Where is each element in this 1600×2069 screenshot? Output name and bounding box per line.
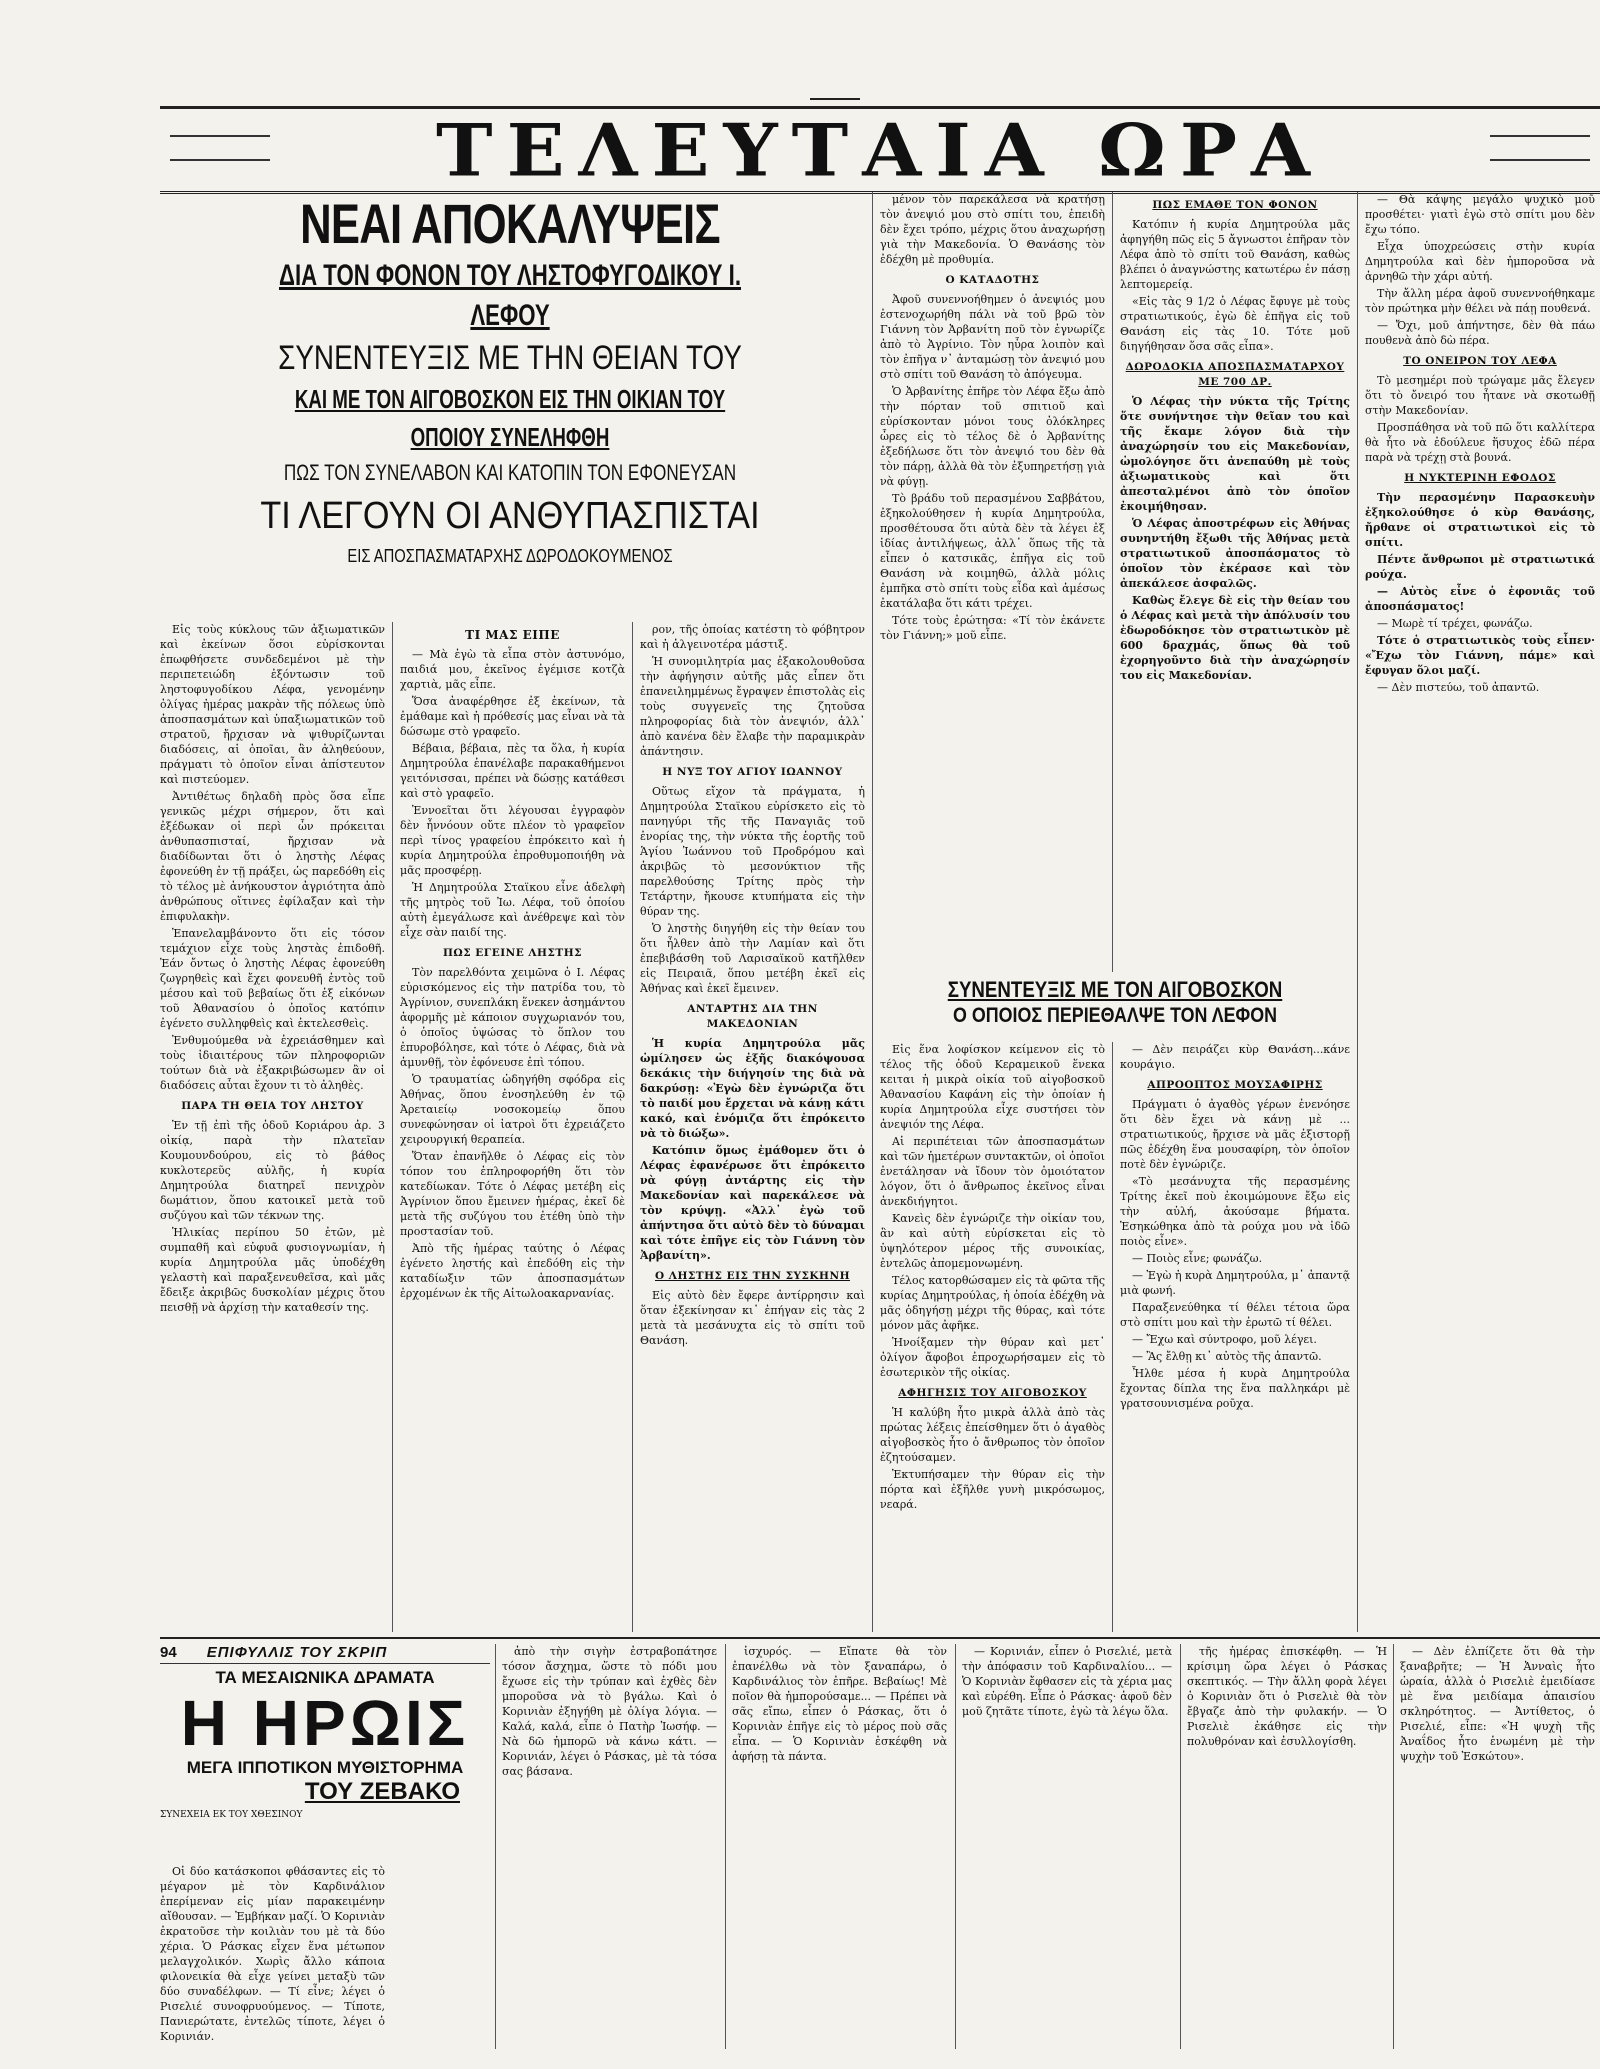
column-1 [160,622,385,1632]
col5b-paragraph: — Ἔχω καὶ σύντροφο, μοῦ λέγει. [1132,1333,1317,1346]
lead-deck-2: ΣΥΝΕΝΤΕΥΞΙΣ ΜΕ ΤΗΝ ΘΕΙΑΝ ΤΟΥ [278,339,742,377]
col3-paragraph: Κατόπιν ὅμως ἐμάθομεν ὅτι ὁ Λέφας ἐφανέρωσε ὅτι ἐπρόκειτο νὰ φύγῃ ἀντάρτης εἰς τὴν Μακεδονίαν καὶ παρεκάλεσε νὰ τὸν κρύψῃ. «Ἀλλ᾽ ἐγὼ τοῦ ἀπήντησα ὅτι αὐτὸ δὲν τὸ δύναμαι καὶ τότε ἐπῆγε εἰς τὸν Γιάννη τὸν Ἀρβανίτη». [640,1144,865,1262]
feuilleton-column-6 [1400,1644,1595,2049]
col4-section-title: Ο ΚΑΤΑΔΟΤΗΣ [945,274,1040,286]
col2-paragraph: Ὁ τραυματίας ὡδηγήθη σφόδρα εἰς Ἀθήνας, ὅπου ἐνοσηλεύθη ἐν τῷ Ἀρεταιείῳ νοσοκομείῳ ὅπου συνεφώνησαν οἱ ἰατροὶ ὅτι ἐχρειάζετο χειρουργική θεραπεία. [400,1073,625,1146]
column-rule [872,192,873,1632]
column-6 [1365,192,1595,1632]
interview-title-1: ΣΥΝΕΝΤΕΥΞΙΣ ΜΕ ΤΟΝ ΑΙΓΟΒΟΣΚΟΝ [947,977,1283,1002]
column-4-lower [880,1042,1105,1632]
col3-section-title-3: Ο ΛΗΣΤΗΣ ΕΙΣ ΤΗΝ ΣΥΣΚΗΝΗ [655,1270,850,1282]
interview-paragraph: Αἱ περιπέτειαι τῶν ἀποσπασμάτων καὶ τῶν ἡμετέρων συντακτῶν, οἱ ὁποῖοι ἐνετάλησαν νὰ ἴδουν τὸν ὁμοιότατον λόγον, ὅτι ὁ ἄνθρωπος ἐκεῖνος εἶναι ἀνεκδιήγητοι. [880,1135,1105,1208]
interview-paragraph: Ἐκτυπήσαμεν τὴν θύραν εἰς τὴν πόρτα καὶ ἐξῆλθε γυνὴ μικρόσωμος, νεαρά. [880,1468,1105,1511]
col2-paragraph: Τὸν παρελθόντα χειμῶνα ὁ Ι. Λέφας εὑρισκόμενος εἰς τὴν πατρίδα του, τὸ Ἀγρίνιον, συνεπλάκη ἕνεκεν ἀσημάντου ἀφορμῆς μὲ κάποιον συγχωριανόν του, ὁ ὁποῖος ὑψώσας τὸ ὅπλον του ἐπυροβόλησε, καὶ τότε ὁ Λέφας, διὰ νὰ ἀμυνθῇ, τὸν ἐφόνευσε ἐπὶ τόπου. [400,966,625,1069]
col2-paragraph: — Μὰ ἐγὼ τὰ εἶπα στὸν ἀστυνόμο, παιδιά μου, ἐκεῖνος ἐγέμισε κοτζὰ χαρτιὰ, μᾶς εἶπε. [400,648,625,691]
col4-paragraph: Τὸ βράδυ τοῦ περασμένου Σαββάτου, ἐξηκολούθησεν ἡ κυρία Δημητρούλα, προσθέτουσα ὅτι αὐτὰ δὲν τὰ λέγει ἐξ ἰδίας ἀντιλήψεως, ἀλλ᾽ ὅπως τῆς τὰ εἶπεν ὁ κατσικᾶς, ἐπῆγα εἰς τοῦ Θανάση νὰ κοιμηθῶ, ἀλλὰ μόλις ἐμπῆκα στὸ σπίτι τοὺς εἶδα καὶ ἀμέσως ἐκατάλαβα ὅτι κάτι τρέχει. [880,492,1105,610]
col5b-paragraph: — Ἐγὼ ἡ κυρὰ Δημητρούλα, μ᾽ ἀπαντᾷ μιὰ φωνή. [1120,1269,1350,1297]
lead-deck-4: ΠΩΣ ΤΟΝ ΣΥΝΕΛΑΒΟΝ ΚΑΙ ΚΑΤΟΠΙΝ ΤΟΝ ΕΦΟΝΕΥΣΑΝ [283,460,737,485]
col6-paragraph: Τὴν ἄλλη μέρα ἀφοῦ συνεννοήθηκαμε τὸν πρώτηκα μὴν θέλει νὰ πάῃ πουθενά. [1365,287,1595,315]
col5b-section-title: ΑΠΡΟΟΠΤΟΣ ΜΟΥΣΑΦΙΡΗΣ [1147,1079,1323,1091]
interview-paragraph: Εἰς ἕνα λοφίσκον κείμενον εἰς τὸ τέλος τῆς ὁδοῦ Κεραμεικοῦ ἕνεκα κειται ἡ μικρὰ οἰκία τοῦ αἰγοβοσκοῦ Ἀθανασίου Καφάνη εἰς τὴν ὁποίαν ἡ κυρία Δημητρούλα εἶχε συστήσει τὸν ἀνεψιόν της Λέφα. [880,1043,1105,1131]
feuilleton-title: Η ΗΡΩΙΣ [180,1687,470,1759]
masthead-ornament-right [1490,135,1590,161]
feuilleton-subtitle: ΜΕΓΑ ΙΠΠΟΤΙΚΟΝ ΜΥΘΙΣΤΟΡΗΜΑ [186,1758,464,1777]
column-5 [1120,192,1350,972]
feuilleton-rule [160,1637,1600,1639]
masthead-ornament-left [170,135,270,161]
feuilleton-column-3 [732,1644,947,2049]
col6-paragraph: — Ὄχι, μοῦ ἀπήντησε, δὲν θὰ πάω πουθενὰ ἀπὸ δὼ πέρα. [1365,319,1595,347]
feuilleton-paragraph: Οἱ δύο κατάσκοποι φθάσαντες εἰς τὸ μέγαρον μὲ τὸν Καρδινάλιον ἐπερίμεναν εἰς μίαν παρακειμένην αἴθουσαν. — Ἐμβήκαν μαζί. Ὁ Κορινιὰν ἐκρατοῦσε τὴν κοιλιὰν του μὲ τὰ δύο χέρια. Ὁ Ράσκας εἶχεν ἕνα μέτωπον μελαγχολικόν. Χωρὶς ἄλλο κάποια φιλονεικία θὰ εἶχε γείνει μεταξὺ τῶν δύο συναδέλφων. — Τί εἶνε; λέγει ὁ Ρισελιέ συνοφρυούμενος. — Τίποτε, Πανιερώτατε, ἐντελῶς τίποτε, λέγει ὁ Κορινιάν. [160,1865,385,2043]
col2-paragraph: Ἡ Δημητρούλα Σταϊκου εἶνε ἀδελφὴ τῆς μητρὸς τοῦ Ἰω. Λέφα, τοῦ ὁποίου αὐτὴ ἐμεγάλωσε καὶ ἀνέθρεψε καὶ τὸν εἶχε σὰν παιδί της. [400,881,625,939]
col6-paragraph: — Μωρὲ τί τρέχει, φωνάζω. [1377,617,1533,630]
col6-paragraph: Πέντε ἄνθρωποι μὲ στρατιωτικά ρούχα. [1365,553,1595,581]
interview-paragraph: Ἠνοίξαμεν τὴν θύραν καὶ μετ᾽ ὀλίγον ἄφοβοι ἐπροχωρήσαμεν εἰς τὸ ἐσωτερικὸν τῆς οἰκίας. [880,1336,1105,1379]
column-rule [1112,192,1113,972]
col2-paragraph: Ὅσα ἀναφέρθησε ἐξ ἐκείνων, τὰ ἐμάθαμε καὶ ἡ πρόθεσίς μας εἶναι νὰ τὰ δώσωμε στὸ γραφεῖο. [400,695,625,738]
column-5-lower [1120,1042,1350,1632]
col4-paragraph: Ἀφοῦ συνεννοήθημεν ὁ ἀνεψιός μου ἐστενοχωρήθη πάλι νὰ τοῦ βρῶ τὸν Γιάννη τὸν Ἀρβανίτη ποῦ τὸν ἐγνωρίζε ἀπὸ τὸ Ἀγρίνιο. Τὸν ηὗρα λοιπὸν καὶ τὸν ἐπῆγα ν᾽ ἀνταμώσῃ τὸν ἀνεψιό μου στὸ σπίτι τοῦ Θανάση τὸ ἀπόγευμα. [880,293,1105,381]
feuilleton-continued-note: ΣΥΝΕΧΕΙΑ ΕΚ ΤΟΥ ΧΘΕΣΙΝΟΥ [160,1810,303,1820]
col5b-paragraph: — Δὲν πειράζει κὺρ Θανάση...κάνε κουράγιο. [1120,1043,1350,1071]
col5b-paragraph: — Ἂς ἔλθῃ κι᾽ αὐτὸς τῆς ἀπαντῶ. [1132,1350,1322,1363]
col5b-paragraph: Πράγματι ὁ ἀγαθὸς γέρων ἐνενόησε ὅτι δὲν ἔχει νὰ κάνῃ μὲ ... στρατιωτικούς, ἤρχισε νὰ μᾶς ἐξιστορῇ πῶς ἐδέχθη ἕνα μουσαφίρη, τὸν ὁποῖον ποτὲ δὲν ἐγνώριζε. [1120,1098,1350,1171]
feuilleton-supertitle: ΤΑ ΜΕΣΑΙΩΝΙΚΑ ΔΡΑΜΑΤΑ [215,1668,435,1687]
col1-paragraph: Ἀντιθέτως δηλαδὴ πρὸς ὅσα εἶπε γενικῶς μέχρι σήμερον, ὅτι καὶ ἐξέδωκαν οἱ περὶ ὧν πρόκειται ἀνθυπασπισταί, ἤρχισαν νὰ διαδίδωνται ὅτι ὁ ληστὴς Λέφας ἐφονεύθη ἐν τῇ πράξει, ὡς παρεδόθη εἰς τὸ τέλος μὲ ἀνήκουστον ἀγριότητα ἀπὸ ἀνθρώπους οἵτινες ἐφίλαξαν καὶ τὴν ἐπιφυλακὴν. [160,790,385,923]
col1-paragraph: Ἐν τῇ ἐπὶ τῆς ὁδοῦ Κοριάρου ἀρ. 3 οἰκίᾳ, παρὰ τὴν πλατεῖαν Κουμουνδούρου, εἰς τὸ βάθος κυκλοτερεῦς αὐλῆς, ἡ κυρία Δημητρούλα διατηρεῖ πενιχρὸν δωμάτιον, ὅπου κατοικεῖ μετὰ τοῦ συζύγου καὶ τῶν τέκνων της. [160,1119,385,1222]
newspaper-page [160,92,1600,2052]
lead-deck-6: ΕΙΣ ΑΠΟΣΠΑΣΜΑΤΑΡΧΗΣ ΔΩΡΟΔΟΚΟΥΜΕΝΟΣ [347,546,673,566]
feuilleton-column-5 [1187,1644,1387,2049]
feuilleton-column-1 [160,1864,385,2049]
interview-section-title: ΑΦΗΓΗΣΙΣ ΤΟΥ ΑΙΓΟΒΟΣΚΟΥ [898,1387,1087,1399]
column-rule [1357,192,1358,1632]
col4-paragraph: Ὁ Ἀρβανίτης ἐπῆρε τὸν Λέφα ἔξω ἀπὸ τὴν πόρταν τοῦ σπιτιοῦ καὶ εὑρίσκονταν μόνοι τους ὀλόκληρες ὧρες εἰς τὸ τέλος δὲ ὁ Ἀρβανίτης ἐξεδήλωσε ὅτι τὸν ἀνεψιό του δὲν θὰ τὸν πάρῃ, ἀλλὰ θὰ τὸν ἐξυπηρετήσῃ γιὰ νὰ φύγῃ. [880,385,1105,488]
feuilleton-paragraph: — Κορινιάν, εἶπεν ὁ Ρισελιέ, μετὰ τὴν ἀπόφασιν τοῦ Καρδιναλίου... — Ὁ Κορινιὰν ἔφθασεν εἰς τὰ χέρια μας καὶ εὑρέθη. Εἶπε ὁ Ράσκας· ἀφοῦ δὲν μοῦ ζητᾶτε τίποτε, ἐγὼ τὰ λέγω ὅλα. [962,1645,1172,1718]
col5-paragraph: Κατόπιν ἡ κυρία Δημητρούλα μᾶς ἀφηγήθη πῶς εἰς 5 ἄγνωστοι ἐπῆραν τὸν Λέφα ἀπὸ τὸ σπίτι τοῦ Θανάση, καθὼς βλέπει ὁ ἀναγνώστης κατωτέρω ἐν πάσῃ λεπτομερείᾳ. [1120,218,1350,291]
col2-section-title-2: ΠΩΣ ΕΓΕΙΝΕ ΛΗΣΤΗΣ [442,947,583,959]
lead-deck-1: ΔΙΑ ΤΟΝ ΦΟΝΟΝ ΤΟΥ ΛΗΣΤΟΦΥΓΟΔΙΚΟΥ Ι. ΛΕΦΟΥ [278,259,742,332]
col5b-paragraph: Παραξενεύθηκα τί θέλει τέτοια ὥρα στὸ σπίτι μου καὶ τὴν ἐρωτῶ τί θέλει. [1120,1301,1350,1329]
feuilleton-number: 94 [160,1644,177,1661]
column-2 [400,622,625,1632]
col3-paragraph: Ἡ συνομιλητρία μας ἐξακολουθοῦσα τὴν ἀφήγησιν αὐτῆς μᾶς εἶπεν ὅτι ἐπανειλημμένως ἔγραψεν ἐπιστολὰς εἰς τοὺς συγγενεῖς της ζητοῦσα πληροφορίας διὰ τὸν ἀνεψιόν, ἀλλ᾽ ἀπὸ κανένα δὲν ἔλαβε τὴν παραμικρὰν ἀπάντησιν. [640,655,865,758]
column-4 [880,192,1105,972]
column-rule [955,1644,956,2049]
col3-paragraph: Ὁ ληστὴς διηγήθη εἰς τὴν θείαν του ὅτι ἦλθεν ἀπὸ τὴν Λαμίαν καὶ ὅτι ἐπεβιβάσθη τοῦ Λαρισαϊκοῦ κατῆλθεν εἰς Πειραιᾶ, ὅπου μετέβη ἐκεῖ εἰς Ἀθήνας καὶ ἐκεῖ ἔμεινεν. [640,922,865,995]
col5b-paragraph: — Ποιὸς εἶνε; φωνάζω. [1132,1252,1263,1265]
column-rule [725,1644,726,2049]
col3-paragraph: Εἰς αὐτὸ δὲν ἔφερε ἀντίρρησιν καὶ ὅταν ἐξεκίνησαν κι᾽ ἐπήγαν εἰς τὰς 2 μετὰ τὰ μεσάνυχτα εἰς τὸ σπίτι τοῦ Θανάση. [640,1289,865,1347]
col1-paragraph: Ἐνθυμούμεθα νὰ ἐχρειάσθημεν καὶ τοὺς ἰδιαιτέρους τῶν πληροφοριῶν τούτων διὰ νὰ ἐξακριβώσωμεν ἂν οἱ διαδόσεις αὗται ἔχουν τι τὸ ἀληθὲς. [160,1034,385,1092]
col3-section-title: Η ΝΥΞ ΤΟΥ ΑΓΙΟΥ ΙΩΑΝΝΟΥ [662,766,843,778]
column-rule [392,622,393,1632]
lead-deck-5: ΤΙ ΛΕΓΟΥΝ ΟΙ ΑΝΘΥΠΑΣΠΙΣΤΑΙ [260,495,760,537]
feuilleton-paragraph: — Δὲν ἐλπίζετε ὅτι θὰ τὴν ξαναβρῆτε; — Ἡ Ἀνναὶς ἦτο ὡραία, ἀλλὰ ὁ Ρισελιὲ ἐμειδίασε μὲ ἕνα μειδίαμα ἀπαισίου σκληρότητος. — Ἀντίθετος, ὁ Ρισελιέ, εἶπε: «Ἡ ψυχὴ τῆς Ἀναΐδος ἦτο ἑνωμένη μὲ τὴν ψυχὴν τοῦ Ἐσκώτου». [1400,1645,1595,1763]
col6-section-title: ΤΟ ΟΝΕΙΡΟΝ ΤΟΥ ΛΕΦΑ [1403,355,1557,367]
column-3 [640,622,865,1632]
col2-paragraph: Ἐννοεῖται ὅτι λέγουσαι ἐγγραφὸν δὲν ἦννόουν οὔτε πλέον τὸ γραφεῖον περὶ τίνος γραφείου ἐπρόκειτο καὶ ἡ κυρία Δημητρούλα ἐπροθυμοποιήθη νὰ μᾶς προσφέρῃ. [400,804,625,877]
column-rule [1112,1042,1113,1632]
masthead [160,106,1600,194]
col6-paragraph: — Αὐτὸς εἶνε ὁ ἐφονιᾶς τοῦ ἀποσπάσματος! [1365,585,1595,613]
interview-paragraph: Τέλος κατορθώσαμεν εἰς τὰ φῶτα τῆς κυρίας Δημητρούλας, ἡ ὁποία ἐδέχθη νὰ μᾶς ὁδηγήσῃ μέχρι τῆς θύρας, καὶ τότε μόνον μᾶς ἀφῆκε. [880,1274,1105,1332]
feuilleton-paragraph: ἰσχυρός. — Εἴπατε θὰ τὸν ἐπανέλθω νὰ τὸν ξαναπάρω, ὁ Καρδινάλιος τὸν ἐπῆρε. Βεβαίως! Μὲ ποῖον θὰ ἠμπορούσαμε... — Πρέπει νὰ σᾶς εἴπω, εἶπεν ὁ Ράσκας, ὅτι ὁ Κορινιὰν ἐπῆγε εἰς τὸ μέρος ποὺ σᾶς εἶπα. — Ὁ Κορινιὰν ἐσκέφθη νὰ ἀφήσῃ τὰ πάντα. [732,1645,947,1763]
col5-section-title: ΠΩΣ ΕΜΑΘΕ ΤΟΝ ΦΟΝΟΝ [1152,199,1318,211]
lead-deck-3: ΚΑΙ ΜΕ ΤΟΝ ΑΙΓΟΒΟΣΚΟΝ ΕΙΣ ΤΗΝ ΟΙΚΙΑΝ ΤΟΥ ΟΠΟΙΟΥ ΣΥΝΕΛΗΦΘΗ [294,384,726,452]
col5-paragraph: Καθὼς ἔλεγε δὲ εἰς τὴν θείαν του ὁ Λέφας καὶ μετὰ τὴν ἀπόλυσίν του ἐδωροδόκησε τὸν στρατιωτικὸν μὲ 600 δραχμάς, ὅπως θὰ τοῦ ἐχορηγοῦντο διὰ τὴν ἀναχώρησίν του εἰς Μακεδονίαν. [1120,594,1350,682]
interview-headline [880,977,1350,1037]
feuilleton-paragraph: τῆς ἡμέρας ἐπισκέφθη. — Ἡ κρίσιμη ὥρα λέγει ὁ Ράσκας σκεπτικός. — Τὴν ἄλλη φορὰ λέγει ὁ Κορινιὰν ὅτι ὁ Ρισελιὲ θὰ τὸν ἔβγαζε ἀπὸ τὴν φυλακήν. — Ὁ Ρισελιὲ ἐκάθησε εἰς τὴν πολυθρόναν καὶ ἐσυλλογίσθη. [1187,1645,1387,1748]
top-rule [810,98,860,100]
col1-section-title: ΠΑΡΑ ΤΗ ΘΕΙΑ ΤΟΥ ΛΗΣΤΟΥ [181,1100,364,1112]
feuilleton-column-2 [502,1644,717,2049]
col3-section-title-2: ΑΝΤΑΡΤΗΣ ΔΙΑ ΤΗΝ ΜΑΚΕΔΟΝΙΑΝ [687,1003,818,1030]
feuilleton-header [160,1644,490,1864]
feuilleton-series: ΕΠΙΦΥΛΛΙΣ ΤΟΥ ΣΚΡΙΠ [206,1644,388,1661]
col2-paragraph: Ὅταν ἐπανῆλθε ὁ Λέφας εἰς τὸν τόπον του ἐπληροφορήθη ὅτι τὸν κατεδίωκαν. Τότε ὁ Λέφας μετέβη εἰς Ἀγρίνιον ὅπου ἔμεινεν ἡμέρας, ἐκεῖ δὲ μετὰ τῆς συζύγου του ἐτέθη ὑπὸ τὴν προστασίαν τοῦ. [400,1150,625,1238]
col3-paragraph: Οὕτως εἴχον τὰ πράγματα, ἡ Δημητρούλα Σταϊκου εὑρίσκετο εἰς τὸ πανηγύρι τῆς τῆς Παναγιᾶς τοῦ ἐνορίας της, τὴν νύκτα τῆς ἑορτῆς τοῦ Ἁγίου Ἰωάννου τοῦ Προδρόμου καὶ ἀκριβῶς τὸ μεσονύκτιον τῆς παρελθούσης Τρίτης πρὸς τὴν Τετάρτην, ἤκουσε κτυπήματα εἰς τὴν θύραν της. [640,785,865,918]
col6-section-title-2: Η ΝΥΚΤΕΡΙΝΗ ΕΦΟΔΟΣ [1404,472,1556,484]
col4-paragraph: Τότε τοὺς ἐρώτησα: «Τί τὸν ἐκάνετε τὸν Γιάννη;» μοῦ εἶπε. [880,614,1105,642]
col6-paragraph: Εἶχα ὑποχρεώσεις στὴν κυρία Δημητρούλα καὶ δὲν ἠμποροῦσα νὰ ἀρνηθῶ τὴν χάρι αὐτή. [1365,240,1595,283]
col5-paragraph: «Εἰς τὰς 9 1/2 ὁ Λέφας ἔφυγε μὲ τοὺς στρατιωτικούς, ἐγὼ δὲ ἐπῆγα εἰς τοῦ Θανάση εἰς τὰς 10. Τότε μοῦ διηγήθησαν ὅσα σᾶς εἶπα». [1120,295,1350,353]
col1-paragraph: Ἡλικίας περίπου 50 ἐτῶν, μὲ συμπαθῆ καὶ εὐφυᾶ φυσιογνωμίαν, ἡ κυρία Δημητρούλα μᾶς ὑποδέχθη γελαστὴ καὶ παραξενευθεῖσα, καὶ μᾶς ἔδειξε ἀκριβῶς δυσκολίαν μέχρις ὅτου πεισθῇ νὰ ἀρχίσῃ τὴν καταθεσίν της. [160,1226,385,1314]
col5-paragraph: Ὁ Λέφας τὴν νύκτα τῆς Τρίτης ὅτε συνήντησε τὴν θεῖαν του καὶ τῆς ἔκαμε λόγον διὰ τὴν ἀναχώρησίν του εἰς Μακεδονίαν, ὡμολόγησε ὅτι ἀνεπαύθη μὲ τοὺς ἀξιωματικοὺς καὶ ὅτι ἀπεσταλμένοι ἀπὸ τὸν ὁποῖον ἐκοιμήθησαν. [1120,395,1350,513]
col2-section-title: ΤΙ ΜΑΣ ΕΙΠΕ [465,628,560,642]
col5-paragraph: Ὁ Λέφας ἀποστρέφων εἰς Ἀθήνας συνηντήθη ἔξωθι τῆς Ἀθήνας μετὰ στρατιωτικοῦ ἀποσπάσματος τὸ ὁποῖον τὸν ἐκέρασε καὶ τὸν ἀπεκάλεσε ἀσφαλῶς. [1120,517,1350,590]
col2-paragraph: Βέβαια, βέβαια, πὲς τα ὅλα, ἡ κυρία Δημητρούλα ἐπανέλαβε παρακαθήμενοι γειτόνισσαι, πρέπει νὰ δώσῃς κατάθεσι καὶ στὸ γραφεῖο. [400,742,625,800]
col5-section-title-2: ΔΩΡΟΔΟΚΙΑ ΑΠΟΣΠΑΣΜΑΤΑΡΧΟΥ ΜΕ 700 ΔΡ. [1125,361,1345,388]
col6-paragraph: Προσπάθησα νὰ τοῦ πῶ ὅτι καλλίτερα θὰ ἦτο νὰ ἐδούλευε ἥσυχος ἐδῶ πέρα παρὰ νὰ τρέχῃ στὰ βουνά. [1365,421,1595,464]
col6-paragraph: Τὴν περασμένην Παρασκευὴν ἐξηκολούθησε ὁ κὺρ Θανάσης, ἤρθανε οἱ στρατιωτικοὶ εἰς τὸ σπίτι. [1365,491,1595,549]
masthead-title: ΤΕΛΕΥΤΑΙΑ ΩΡΑ [436,107,1324,193]
interview-title-2: Ο ΟΠΟΙΟΣ ΠΕΡΙΕΘΑΛΨΕ ΤΟΝ ΛΕΦΟΝ [952,1004,1277,1027]
column-rule [1393,1644,1394,2049]
feuilleton-paragraph: ἀπὸ τὴν σιγὴν ἐστραβοπάτησε τόσον ἄσχημα, ὥστε τὸ πόδι μου ἔχωσε εἰς τὴν τρύπαν καὶ ἐχθὲς δὲν μποροῦσα νὰ τὸ βγάλω. Καὶ ὁ Κορινιὰν ἐξηγήθη μὲ ὀλίγα λόγια. — Καλά, καλά, εἶπε ὁ Πατὴρ Ἰωσήφ. — Νὰ δῶ ἠμπορῶ νὰ κάνω κάτι. — Κορινιάν, λέγει ὁ Ράσκας, μὲ τὰ τόσα σας βάσανα. [502,1645,717,1778]
col3-paragraph: ρον, τῆς ὁποίας κατέστη τὸ φόβητρον καὶ ἡ ἀλγεινοτέρα μάστιξ. [640,623,865,651]
col6-paragraph: Τὸ μεσημέρι ποὺ τρώγαμε μᾶς ἔλεγεν ὅτι τὸ ὄνειρό του ἦτανε νὰ σκοτωθῇ στὴν Μακεδονίαν. [1365,374,1595,417]
col6-paragraph: — Θὰ κάψης μεγάλο ψυχικὸ μοῦ προσθέτει· γιατὶ ἐγὼ στὸ σπίτι μου δὲν ἔχω τόπο. [1365,193,1595,236]
column-rule [1180,1644,1181,2049]
feuilleton-column-4 [962,1644,1172,2049]
col1-intro: Εἰς τοὺς κύκλους τῶν ἀξιωματικῶν καὶ ἐκείνων ὅσοι εὑρίσκονται ἐπωφθήσετε συνδεδεμένοι μὲ τὴν περιπετειώδη ἐξόντωσιν τοῦ ληστοφυγοδίκου Λέφα, γενομένην ὀλίγας ἡμέρας μακρὰν τῆς πόλεως ὑπὸ ἀποσπασμάτων καὶ ὑπαξιωματικῶν τοῦ στρατοῦ, ἤρχισαν νὰ ψιθυρίζωνται διαδόσεις, αἱ ὁποῖαι, ἂν ἀληθεύουν, πράγματι τὸ ὁποῖον εἶναι ἀπίστευτον καὶ πιστεύομεν. [160,623,385,786]
column-rule [495,1644,496,2049]
interview-paragraph: Κανεὶς δὲν ἐγνώριζε τὴν οἰκίαν του, ἂν καὶ αὐτὴ εὑρίσκεται εἰς τὸ ὑψηλότερον μέρος τῆς συνοικίας, ἐντελῶς ἀπομεμονωμένη. [880,1212,1105,1270]
col6-paragraph: Τότε ὁ στρατιωτικὸς τοὺς εἶπεν· «Ἔχω τὸν Γιάννη, πάμε» καὶ ἔφυγαν ὅλοι μαζί. [1365,634,1595,677]
lead-headline: ΝΕΑΙ ΑΠΟΚΑΛΥΨΕΙΣ [300,192,720,255]
col6-paragraph: — Δὲν πιστεύω, τοῦ ἀπαντῶ. [1377,681,1540,694]
column-rule [632,622,633,1632]
spacer [400,1872,490,1873]
feuilleton-author: ΤΟΥ ΖΕΒΑΚΟ [304,1778,460,1805]
col5b-paragraph: «Τὸ μεσάνυχτα τῆς περασμένης Τρίτης ἐκεῖ ποὺ ἐκοιμώμουνε ἔξω εἰς τὴν αὐλή, ἀκούσαμε βήματα. Ἐσηκώθηκα ἀπὸ τὰ ρούχα μου νὰ ἰδῶ ποιὸς εἶνε». [1120,1175,1350,1248]
col4-paragraph: μένον τὸν παρεκάλεσα νὰ κρατήσῃ τὸν ἀνεψιό μου στὸ σπίτι του, ἐπειδὴ δὲν ἔχει τρόπο, μέχρις ὅτου ἀναχωρήσῃ γιὰ τὴν Μακεδονία. Ὁ Θανάσης τὸν ἐδέχθη μὲ προθυμία. [880,193,1105,266]
col2-paragraph: Ἀπὸ τῆς ἡμέρας ταύτης ὁ Λέφας ἐγένετο ληστής καὶ ἐπεδόθη εἰς τὴν καταδίωξιν τῶν ἀποσπασμάτων ἐρχομένων ἐκ τῆς Αἰτωλοακαρνανίας. [400,1242,625,1300]
col3-paragraph: Ἡ κυρία Δημητρούλα μᾶς ὡμίλησεν ὡς ἐξῆς διακόψουσα δεκάκις τὴν διήγησίν της διὰ νὰ δακρύσῃ: «Ἐγὼ δὲν ἐγνώριζα ὅτι τὸ παιδί μου ἔρχεται νὰ κάνῃ κάτι κακό, καὶ ἐνόμιζα ὅτι ἐπρόκειτο νὰ τὸ διώξω». [640,1037,865,1140]
interview-paragraph: Ἡ καλύβη ἧτο μικρὰ ἀλλὰ ἀπὸ τὰς πρώτας λέξεις ἐπείσθημεν ὅτι ὁ ἀγαθὸς αἰγοβοσκὸς ἦτο ὁ ἄνθρωπος τὸν ὁποῖον ἐζητούσαμεν. [880,1406,1105,1464]
col5b-paragraph: Ἦλθε μέσα ἡ κυρὰ Δημητρούλα ἔχοντας δίπλα της ἕνα παλληκάρι μὲ γρατσουνισμένα ροῦχα. [1120,1367,1350,1410]
col1-paragraph: Ἐπανελαμβάνοντο ὅτι εἰς τόσον τεμάχιον εἶχε τοὺς ληστὰς ἐπιδοθῆ. Ἐάν ὄντως ὁ ληστὴς Λέφας ἐφονεύθη ζωγρηθεὶς καὶ ἔχει φονευθῆ ἐντὸς τοῦ μέσου καὶ τοῦ βεβαίως ὅτι ἐξ εἰκόνων τοῦ Ἀθανασίου ὁ ὁποῖος κατόπιν ἐγένετο συλληφθεὶς καὶ ἐκτελεσθεὶς. [160,927,385,1030]
